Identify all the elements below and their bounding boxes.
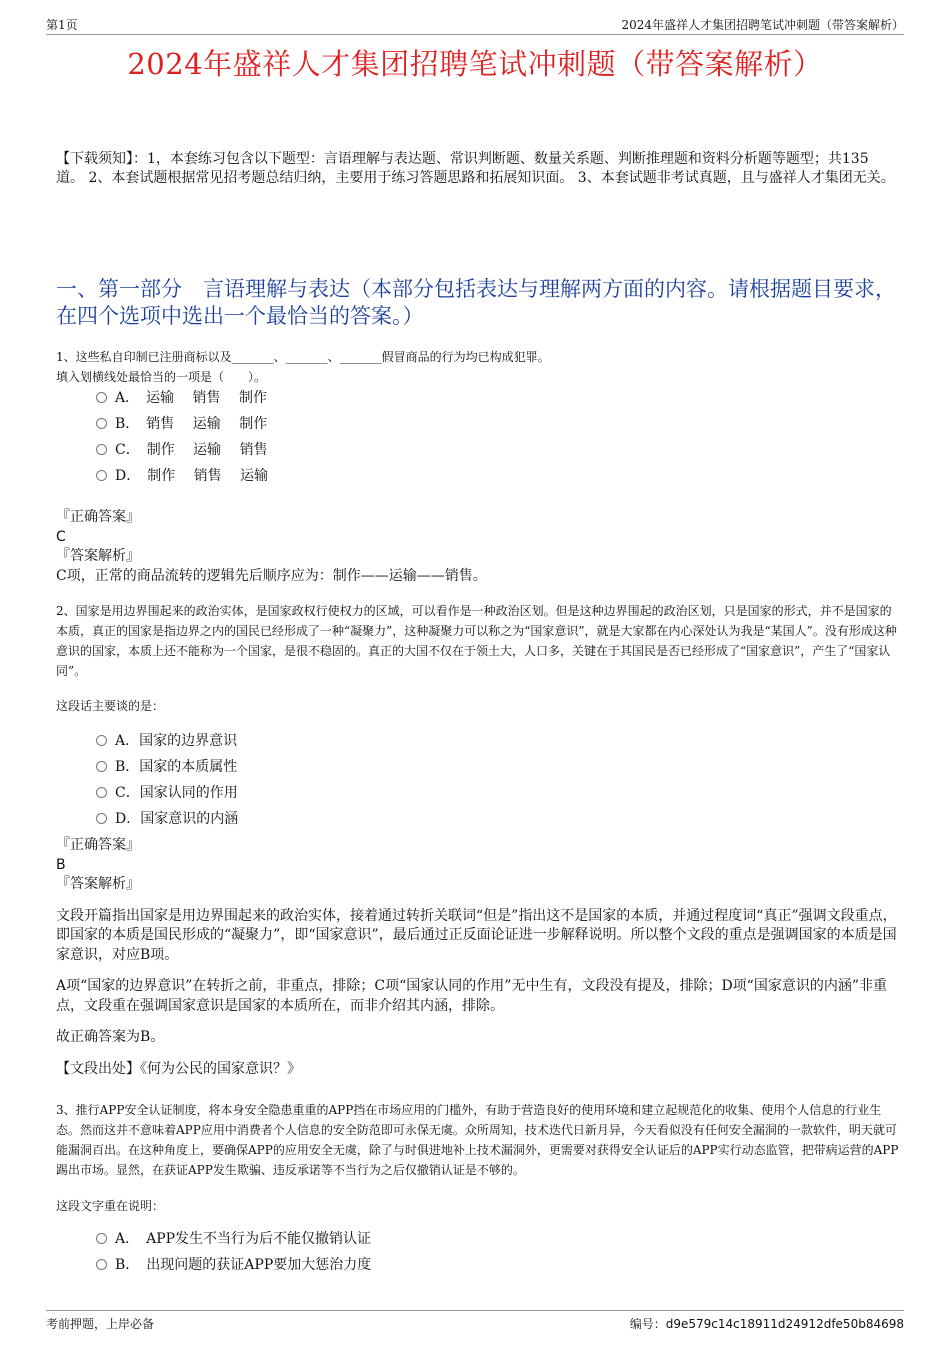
q2-stem: 2、国家是用边界围起来的政治实体，是国家政权行使权力的区域，可以看作是一种政治区划。但是这种边界围起的政治区划，只是国家的形式，并不是国家的本质，真正的国家是指边界之内的国民已经形成了一种“凝聚力”，这种凝聚力可以称之为“国家意识”，就是大家都在内心深处认为我是“某国人”。没有形成这种意识的国家，本质上还不能称为一个国家，是很不稳固的。真正的大国不仅在于领土大，人口多，关键在于其国民是否已经形成了“国家意识”，产生了“国家认同”。 (56, 604, 897, 678)
page-number: 第1页 (46, 18, 78, 32)
q1-answer: C (56, 528, 66, 545)
q3-stem: 3、推行APP安全认证制度，将本身安全隐患重重的APP挡在市场应用的门槛外，有助于营造良好的使用环境和建立起规范化的收集、使用个人信息的行业生态。然而这并不意味着APP应用中消费者个人信息的安全防范即可永保无虞。众所周知，技术迭代日新月异，今天看似没有任何安全漏洞的一款软件，明天就可能漏洞百出。在这种角度上，要确保APP的应用安全无虞，除了与时俱进地补上技术漏洞外，更需要对获得安全认证后的APP实行动态监管，把带病运营的APP踢出市场。显然，在获证APP发生欺骗、违反承诺等不当行为之后仅撤销认证是不够的。 (56, 1103, 899, 1177)
q1-option-a[interactable]: A． 运输 销售 制作 (96, 385, 268, 411)
radio-icon[interactable] (96, 761, 107, 772)
q1-stem-line1: 1、这些私自印制已注册商标以及_______、_______、_______假冒商品的行为均已构成犯罪。 (56, 350, 550, 364)
q1-analysis: C项，正常的商品流转的逻辑先后顺序应为：制作——运输——销售。 (56, 567, 487, 584)
page-footer (46, 1310, 904, 1331)
section-title: 一、第一部分 言语理解与表达（本部分包括表达与理解两方面的内容。请根据题目要求，在四个选项中选出一个最恰当的答案。） (56, 277, 896, 328)
q1-answer-block (56, 508, 906, 586)
q3-option-b[interactable]: B． 出现问题的获证APP要加大惩治力度 (96, 1252, 371, 1278)
radio-icon[interactable] (96, 392, 107, 403)
answer-label: 『正确答案』 (56, 837, 140, 853)
answer-label: 『正确答案』 (56, 509, 140, 525)
q2-analysis-p1: 文段开篇指出国家是用边界围起来的政治实体，接着通过转折关联词“但是”指出这不是国家的本质，并通过程度词“真正”强调文段重点，即国家的本质是国民形成的“凝聚力”，即“国家意识”，最后通过正反面论证进一步解释说明。所以整个文段的重点是强调国家的本质是国家意识，对应B项。 (56, 907, 897, 963)
radio-icon[interactable] (96, 470, 107, 481)
q1-option-b[interactable]: B． 销售 运输 制作 (96, 411, 268, 437)
radio-icon[interactable] (96, 1259, 107, 1270)
q1-options (96, 385, 268, 489)
q2-source: 【文段出处】《何为公民的国家意识？》 (56, 1060, 301, 1077)
document-title: 2024年盛祥人才集团招聘笔试冲刺题（带答案解析） (127, 47, 823, 81)
footer-code-label: 编号： (629, 1317, 666, 1331)
footer-slogan: 考前押题，上岸必备 (46, 1317, 155, 1331)
q2-option-a[interactable]: A．国家的边界意识 (96, 728, 238, 754)
q1-stem-line2: 填入划横线处最恰当的一项是（ ）。 (56, 370, 267, 384)
q2-answer-block (56, 836, 906, 1079)
page-header (46, 14, 904, 35)
radio-icon[interactable] (96, 1233, 107, 1244)
download-notice: 【下载须知】：1，本套练习包含以下题型：言语理解与表达题、常识判断题、数量关系题、判断推理题和资料分析题等题型；共135道。 2、本套试题根据常见招考题总结归纳，主要用于练习答题思路和拓展知识面。 3、本套试题非考试真题，且与盛祥人才集团无关。 (56, 151, 895, 186)
q3-options (96, 1226, 371, 1278)
q3-option-a[interactable]: A． APP发生不当行为后不能仅撤销认证 (96, 1226, 371, 1252)
radio-icon[interactable] (96, 418, 107, 429)
q2-option-d[interactable]: D．国家意识的内涵 (96, 806, 238, 832)
radio-icon[interactable] (96, 735, 107, 746)
analysis-label: 『答案解析』 (56, 548, 140, 564)
footer-code (630, 1315, 904, 1332)
radio-icon[interactable] (96, 813, 107, 824)
q1-option-d[interactable]: D． 制作 销售 运输 (96, 463, 268, 489)
radio-icon[interactable] (96, 787, 107, 798)
q2-options (96, 728, 238, 832)
q1-stem (56, 347, 900, 387)
footer-code-value: d9e579c14c18911d24912dfe50b84698 (665, 1317, 904, 1331)
q2-option-c[interactable]: C．国家认同的作用 (96, 780, 238, 806)
q2-analysis-p3: 故正确答案为B。 (56, 1029, 165, 1045)
q2-option-b[interactable]: B．国家的本质属性 (96, 754, 238, 780)
radio-icon[interactable] (96, 444, 107, 455)
q2-answer: B (56, 856, 66, 873)
header-doc-title: 2024年盛祥人才集团招聘笔试冲刺题（带答案解析） (621, 18, 904, 32)
q2-question: 这段话主要谈的是： (56, 699, 165, 713)
q1-option-c[interactable]: C． 制作 运输 销售 (96, 437, 268, 463)
q3-question: 这段文字重在说明： (56, 1199, 165, 1213)
analysis-label: 『答案解析』 (56, 876, 140, 892)
q2-analysis-p2: A项“国家的边界意识”在转折之前，非重点，排除；C项“国家认同的作用”无中生有，文段没有提及，排除；D项“国家意识的内涵”非重点，文段重在强调国家意识是国家的本质所在，而非介绍其内涵，排除。 (56, 978, 887, 1014)
